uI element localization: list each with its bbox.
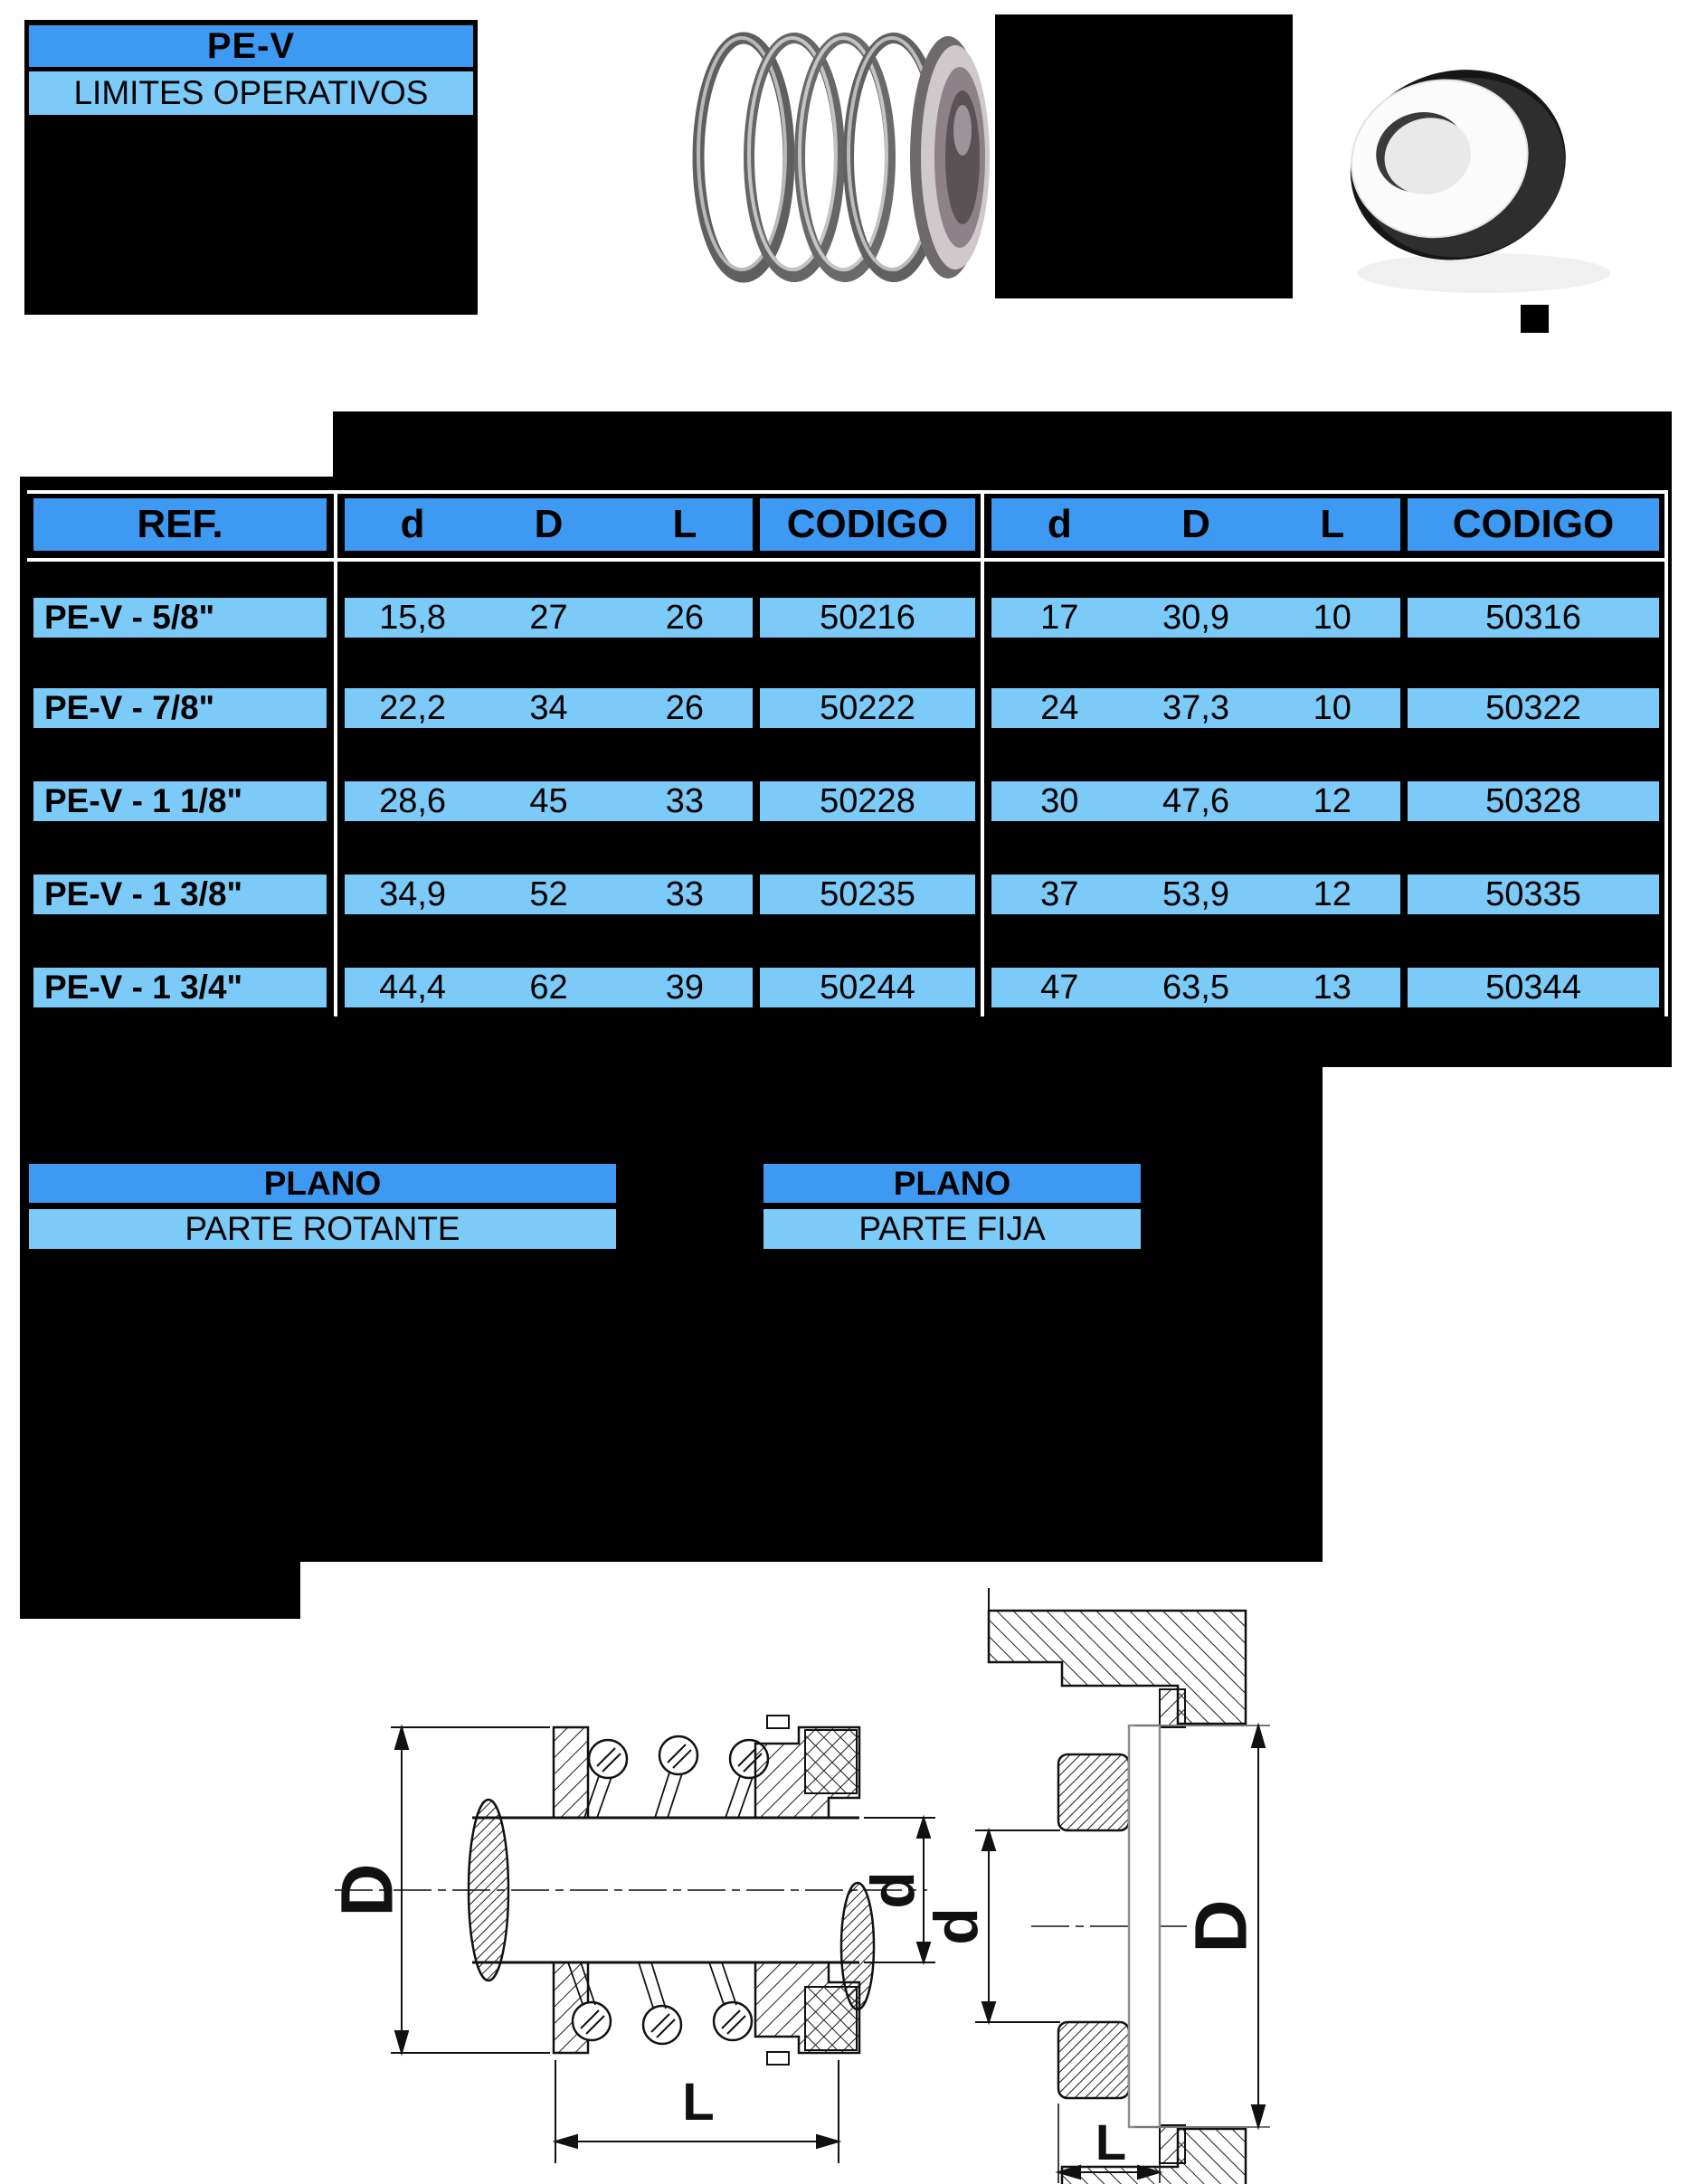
dim-L: 12 (1313, 875, 1351, 913)
photo-shadow (1357, 253, 1610, 293)
dim-D: 63,5 (1162, 968, 1229, 1007)
rotating-dims-cell (341, 594, 756, 641)
plano-fija-subtitle: PARTE FIJA (762, 1207, 1143, 1251)
rotating-dims-cell (341, 871, 756, 918)
product-title: PE-V (29, 25, 473, 67)
dim-L: 26 (665, 598, 705, 637)
dim-D: 47,6 (1162, 781, 1229, 820)
header-D: D (534, 502, 564, 546)
dim-L: 10 (1313, 688, 1351, 727)
header-dimensions-rotating (341, 495, 756, 554)
label-D: D (1180, 1899, 1263, 1953)
rotating-part-drawing (327, 1716, 935, 2163)
dim-D: 30,9 (1162, 598, 1229, 637)
dim-d: 22,2 (379, 688, 447, 727)
ref-cell: PE-V - 5/8" (30, 594, 330, 641)
rotating-dims-cell (341, 685, 756, 732)
dim-d: 44,4 (379, 968, 447, 1007)
plano-fija-title: PLANO (762, 1162, 1143, 1205)
header-D: D (1181, 502, 1210, 546)
dim-d: 30 (1040, 781, 1079, 820)
header-dimensions-stationary (988, 495, 1404, 554)
label-d: d (921, 1907, 991, 1945)
header-ref: REF. (30, 495, 330, 554)
rotating-code-cell: 50235 (756, 871, 979, 918)
label-D: D (326, 1863, 409, 1917)
dim-D: 34 (529, 688, 568, 727)
header-L: L (1320, 502, 1345, 546)
rotating-code-cell: 50244 (756, 964, 979, 1011)
dim-D: 52 (529, 875, 568, 913)
limits-box (24, 20, 478, 315)
label-L: L (1095, 2113, 1127, 2170)
stationary-code-cell: 50328 (1404, 778, 1663, 825)
header-d: d (1047, 502, 1072, 546)
rotating-dims-cell (341, 964, 756, 1011)
ceramic-ring-section (1129, 1725, 1160, 2127)
header-d: d (400, 502, 425, 546)
dim-D: 62 (529, 968, 568, 1007)
photo-separator-block (995, 14, 1293, 298)
cup-lip-bottom (1160, 2125, 1185, 2163)
cup-lip-top (1160, 1689, 1185, 1727)
collar-top (554, 1727, 588, 1818)
dim-d: 24 (1040, 688, 1079, 727)
stationary-code-cell: 50344 (1404, 964, 1663, 1011)
seat-ring-illustration (1329, 46, 1588, 284)
stationary-dims-cell (988, 871, 1404, 918)
rotating-code-cell: 50222 (756, 685, 979, 732)
header-L: L (672, 502, 697, 546)
table-vertical-divider (1664, 490, 1668, 1016)
label-d: d (858, 1871, 927, 1909)
dim-L: 39 (665, 968, 705, 1007)
rubber-cup-bottom (1058, 2022, 1129, 2098)
table-header-divider (27, 558, 1664, 562)
table-row (0, 685, 1688, 732)
dim-L: 33 (665, 875, 705, 913)
rubber-cup-top (1058, 1754, 1129, 1830)
dim-D: 53,9 (1162, 875, 1229, 913)
dim-d: 15,8 (379, 598, 447, 637)
header-codigo: CODIGO (1404, 495, 1663, 554)
stationary-dims-cell (988, 964, 1404, 1011)
dim-d: 47 (1040, 968, 1079, 1007)
stationary-code-cell: 50322 (1404, 685, 1663, 732)
rotating-dims-cell (341, 778, 756, 825)
stationary-part-drawing (922, 1588, 1270, 2184)
table-header-row (0, 495, 1688, 554)
table-vertical-divider (981, 490, 984, 1016)
spring-coil-illustration (698, 38, 939, 277)
table-vertical-divider (334, 490, 337, 1016)
dim-D: 37,3 (1162, 688, 1229, 727)
seal-head-illustration (910, 36, 990, 279)
stationary-code-cell: 50316 (1404, 594, 1663, 641)
dim-d: 37 (1040, 875, 1079, 913)
dim-L: 13 (1313, 968, 1351, 1007)
table-top-band (333, 411, 1672, 482)
shaft-break-left (469, 1800, 508, 1981)
stationary-dims-cell (988, 685, 1404, 732)
stationary-part-photo (1303, 27, 1646, 298)
table-row (0, 778, 1688, 825)
header-codigo: CODIGO (756, 495, 979, 554)
technical-drawings (0, 1393, 1688, 2184)
rotating-code-cell: 50216 (756, 594, 979, 641)
stationary-code-cell: 50335 (1404, 871, 1663, 918)
table-row (0, 871, 1688, 918)
dim-L: 10 (1313, 598, 1351, 637)
stationary-dims-cell (988, 594, 1404, 641)
dim-d: 17 (1040, 598, 1079, 637)
rotating-code-cell: 50228 (756, 778, 979, 825)
rotating-part-photo (688, 16, 1000, 298)
dim-d: 34,9 (379, 875, 447, 913)
ref-cell: PE-V - 1 1/8" (30, 778, 330, 825)
plano-rotante-subtitle: PARTE ROTANTE (27, 1207, 618, 1251)
dim-L: 12 (1313, 781, 1351, 820)
table-row (0, 594, 1688, 641)
table-top-divider (27, 490, 1664, 494)
dim-D: 45 (529, 781, 568, 820)
dim-d: 28,6 (379, 781, 447, 820)
stationary-dims-cell (988, 778, 1404, 825)
housing-top (989, 1611, 1246, 1724)
limits-subtitle: LIMITES OPERATIVOS (29, 71, 473, 115)
scan-artifact-block (1521, 305, 1549, 333)
dim-L: 33 (665, 781, 705, 820)
dim-D: 27 (529, 598, 568, 637)
ref-cell: PE-V - 1 3/8" (30, 871, 330, 918)
label-L: L (682, 2073, 715, 2132)
plano-rotante-title: PLANO (27, 1162, 618, 1205)
ref-cell: PE-V - 7/8" (30, 685, 330, 732)
ref-cell: PE-V - 1 3/4" (30, 964, 330, 1011)
table-row (0, 964, 1688, 1011)
dim-L: 26 (665, 688, 705, 727)
